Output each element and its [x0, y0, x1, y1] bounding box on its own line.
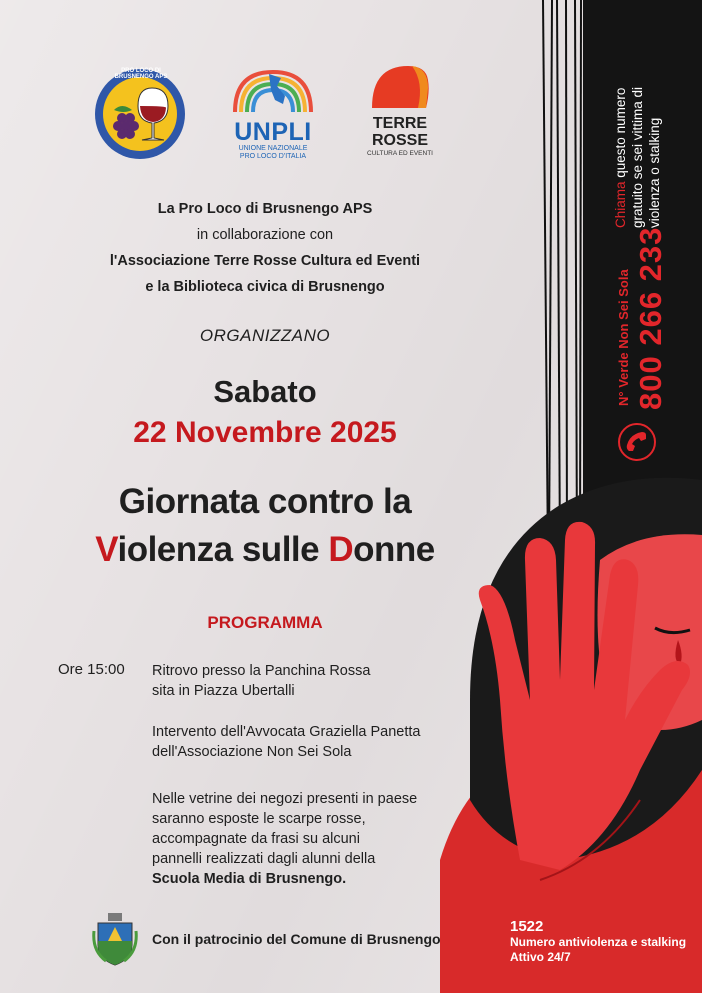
patrocinio-text: Con il patrocinio del Comune di Brusnengo: [152, 931, 441, 947]
helpline-line-1: Numero antiviolenza e stalking: [510, 935, 687, 949]
helpline-block: [510, 918, 686, 965]
terre-rosse-logo: [362, 62, 438, 162]
program-item-2: [152, 722, 452, 762]
sidebar-verde-number: 800 266 233: [633, 226, 668, 410]
title-line-2: [40, 526, 490, 574]
pro-loco-logo: [92, 66, 188, 162]
unpli-sub1: UNIONE NAZIONALE: [238, 145, 308, 152]
program-item-2-line-1: Intervento dell'Avvocata Graziella Panetta: [152, 724, 421, 740]
program-item-2-line-2: dell'Associazione Non Sei Sola: [152, 744, 352, 760]
program-item-3-line-4: pannelli realizzati dagli alunni della: [152, 851, 376, 867]
organizzano-label: ORGANIZZANO: [199, 326, 331, 345]
brusnengo-coat-of-arms-icon: [92, 911, 138, 967]
title-letter-v: V: [95, 530, 118, 569]
unpli-name: UNPLI: [234, 118, 312, 146]
intro-line-3: l'Associazione Terre Rosse Cultura ed Eventi: [109, 253, 421, 269]
title-mid: iolenza sulle: [117, 530, 329, 569]
intro-block: [40, 196, 490, 300]
sidebar-call-text: [612, 87, 663, 228]
program-time: Ore 15:00: [58, 661, 125, 678]
program-item-1: [152, 661, 452, 701]
event-date: 22 Novembre 2025: [133, 416, 397, 449]
terre-rosse-sun-icon: [368, 62, 432, 110]
phone-icon: [617, 422, 657, 462]
event-day: Sabato: [213, 374, 317, 409]
program-item-1-line-1: Ritrovo presso la Panchina Rossa: [152, 663, 371, 679]
title-line-1: Giornata contro la: [118, 482, 412, 521]
title-end: onne: [353, 530, 435, 569]
sidebar-call-rest: questo numero: [613, 87, 628, 182]
helpline-number: 1522: [510, 918, 544, 935]
sidebar-call-line-2: gratuito se sei vittima di: [630, 86, 645, 228]
unpli-sub2: PRO LOCO D'ITALIA: [239, 153, 307, 160]
program-item-1-line-2: sita in Piazza Ubertalli: [152, 683, 295, 699]
helpline-line-2: Attivo 24/7: [510, 950, 571, 964]
program-item-3-line-5: [152, 869, 452, 889]
sidebar-call-line-3: violenza o stalking: [647, 117, 662, 228]
intro-line-4: e la Biblioteca civica di Brusnengo: [145, 279, 385, 295]
title-letter-d: D: [328, 530, 354, 569]
program-item-3-line-3: accompagnate da frasi su alcuni: [152, 831, 360, 847]
unpli-arc-icon: [225, 64, 321, 114]
terre-rosse-sub: CULTURA ED EVENTI: [367, 150, 433, 157]
program-item-3: [152, 789, 452, 889]
unpli-logo: [225, 64, 321, 160]
terre-rosse-line1: TERRE: [372, 115, 428, 132]
sidebar-call-red: Chiama: [613, 181, 628, 228]
intro-line-2: in collaborazione con: [196, 227, 334, 243]
program-item-3-line-2: saranno esposte le scarpe rosse,: [152, 811, 366, 827]
sidebar-verde-label: N° Verde Non Sei Sola: [616, 269, 631, 406]
terre-rosse-line2: ROSSE: [371, 132, 428, 149]
program-item-3-line-1: Nelle vetrine dei negozi presenti in paese: [152, 791, 418, 807]
event-title: [40, 478, 490, 574]
programma-heading: PROGRAMMA: [207, 613, 323, 632]
sidebar-call-line-1: [612, 87, 629, 228]
program-school-name: Scuola Media di Brusnengo.: [152, 871, 347, 887]
intro-line-1: La Pro Loco di Brusnengo APS: [157, 201, 373, 217]
pro-loco-ring-text: PRO LOCO DI BRUSNENGO APS: [114, 68, 168, 80]
hanging-strings: [543, 0, 581, 560]
